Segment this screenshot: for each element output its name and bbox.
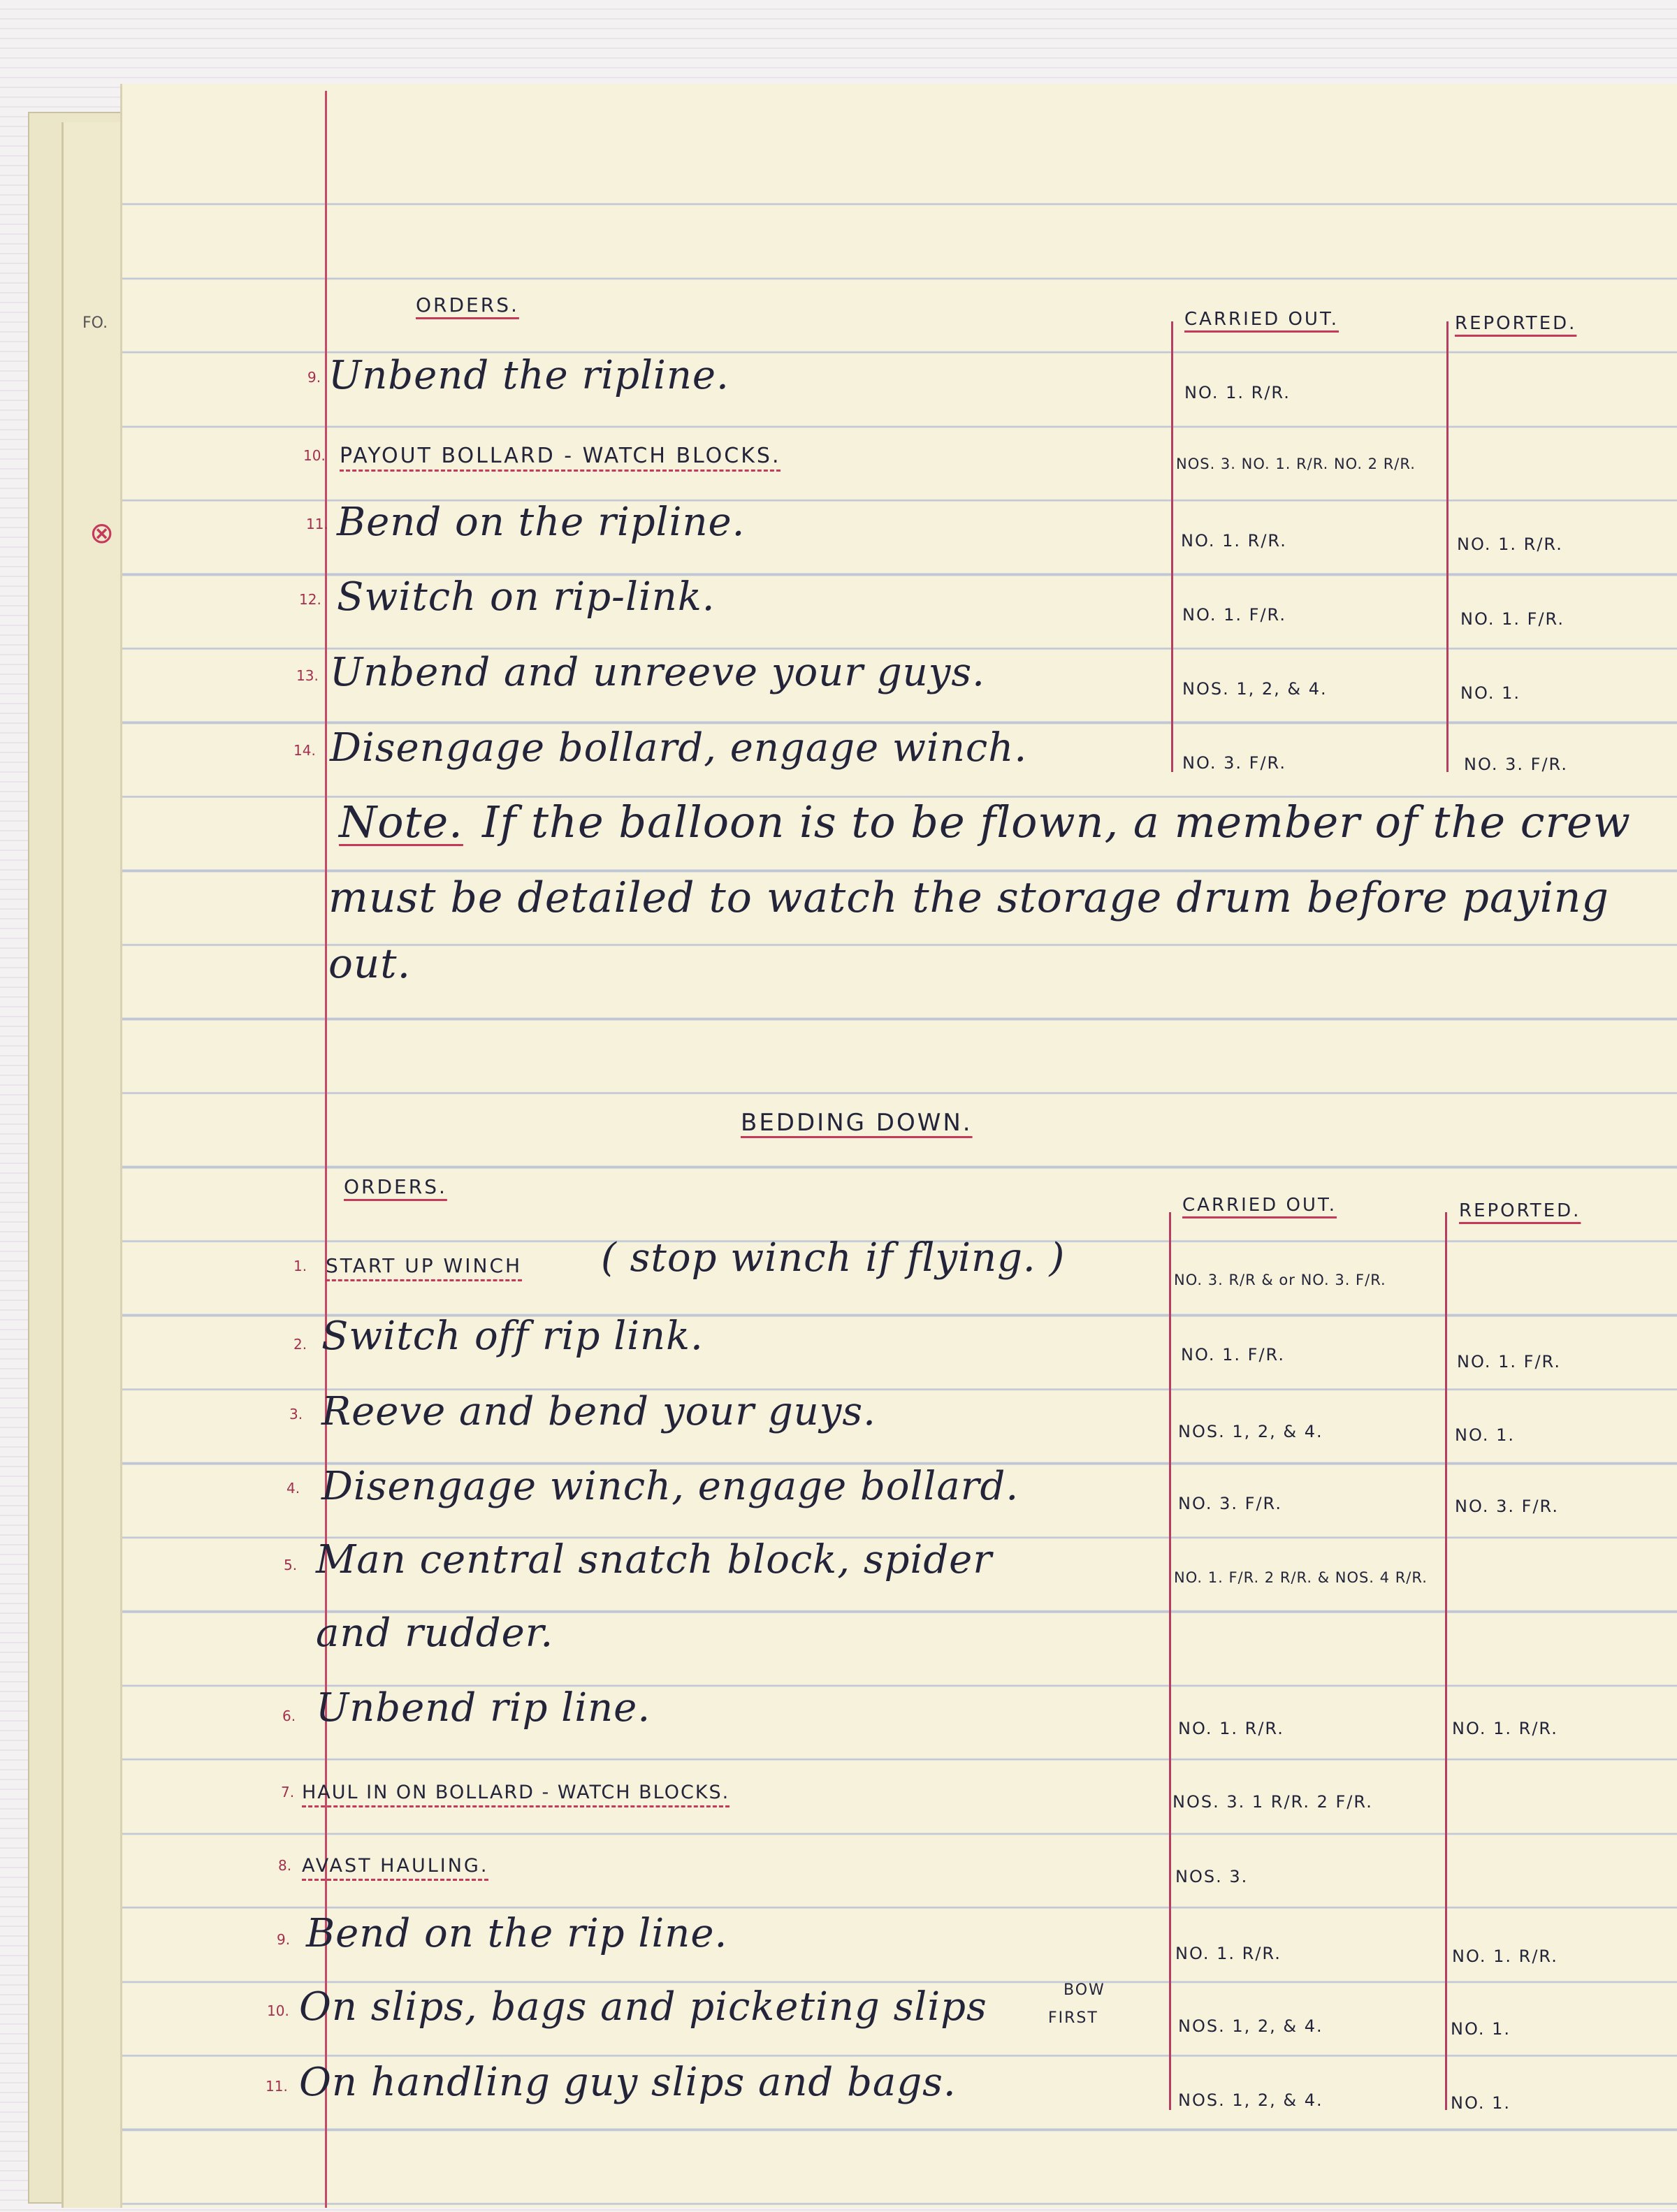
- order-text: Disengage winch, engage bollard.: [321, 1464, 1019, 1509]
- reported-cell: NO. 3. F/R.: [1455, 1497, 1559, 1516]
- row-number: 12.: [299, 591, 321, 608]
- bow-first-top: BOW: [1063, 1981, 1105, 1999]
- order-text: Switch off rip link.: [321, 1314, 704, 1359]
- carried-out-cell: NOS. 1, 2, & 4.: [1178, 2016, 1323, 2036]
- carried-out-cell: NO. 3. F/R.: [1178, 1494, 1282, 1513]
- reported-cell: NO. 3. F/R.: [1464, 755, 1568, 774]
- reported-cell: NO. 1. R/R.: [1457, 534, 1563, 554]
- row-number: 1.: [293, 1258, 307, 1274]
- carried-out-cell: NOS. 3. 1 R/R. 2 F/R.: [1173, 1792, 1373, 1812]
- carried-out-cell: NO. 1. R/R.: [1175, 1944, 1282, 1963]
- order-text: Switch on rip-link.: [337, 574, 716, 620]
- carried-out-cell: NOS. 1, 2, & 4.: [1178, 1422, 1323, 1441]
- carried-out-cell: NO. 1. R/R.: [1184, 383, 1291, 402]
- carried-column-line-1: [1171, 321, 1173, 772]
- carried-out-cell: NOS. 3.: [1175, 1867, 1249, 1886]
- row-number: 3.: [289, 1406, 303, 1422]
- order-text: Bend on the ripline.: [337, 500, 746, 545]
- carried-out-cell: NO. 1. F/R. 2 R/R. & NOS. 4 R/R.: [1174, 1569, 1428, 1586]
- row-number: 6.: [282, 1708, 296, 1724]
- carried-out-header-2: CARRIED OUT.: [1182, 1195, 1337, 1216]
- order-text: Disengage bollard, engage winch.: [330, 725, 1028, 771]
- carried-out-cell: NOS. 3. NO. 1. R/R. NO. 2 R/R.: [1176, 456, 1416, 472]
- reported-column-line-1: [1446, 321, 1449, 772]
- row-number: 9.: [277, 1931, 291, 1948]
- orders-header-2: ORDERS.: [344, 1175, 447, 1198]
- reported-cell: NO. 1.: [1460, 683, 1521, 703]
- reported-cell: NO. 1. F/R.: [1460, 609, 1565, 629]
- row-number: 10.: [303, 447, 326, 464]
- note-line-2: must be detailed to watch the storage drum before paying: [328, 873, 1609, 922]
- order-text: AVAST HAULING.: [302, 1855, 489, 1877]
- order-continuation: and rudder.: [316, 1610, 554, 1656]
- row-number: 2.: [293, 1336, 307, 1353]
- note-line-3: out.: [328, 940, 412, 987]
- reported-column-line-2: [1445, 1212, 1447, 2110]
- carried-column-line-2: [1169, 1212, 1171, 2110]
- carried-out-cell: NOS. 1, 2, & 4.: [1178, 2090, 1323, 2110]
- carried-out-cell: NO. 1. R/R.: [1181, 531, 1287, 551]
- row-number: 9.: [307, 369, 321, 386]
- carried-out-cell: NO. 3. F/R.: [1182, 753, 1286, 773]
- row-number: 13.: [296, 667, 319, 684]
- margin-cross-mark: ⊗: [89, 516, 115, 550]
- carried-out-cell: NO. 1. F/R.: [1182, 605, 1286, 625]
- carried-out-cell: NO. 1. R/R.: [1178, 1719, 1284, 1738]
- bow-first-bottom: FIRST: [1048, 2009, 1098, 2027]
- row-number: 10.: [267, 2002, 289, 2019]
- row-number: 7.: [281, 1784, 295, 1800]
- order-text: PAYOUT BOLLARD - WATCH BLOCKS.: [340, 444, 781, 468]
- reported-cell: NO. 1. F/R.: [1457, 1352, 1561, 1371]
- order-text: Bend on the rip line.: [306, 1911, 728, 1956]
- reported-cell: NO. 1.: [1451, 2093, 1511, 2113]
- reported-cell: NO. 1.: [1455, 1425, 1516, 1445]
- margin-text: FO.: [82, 314, 108, 332]
- order-text: Unbend and unreeve your guys.: [330, 650, 985, 695]
- reported-cell: NO. 1.: [1451, 2019, 1511, 2039]
- carried-out-cell: NOS. 1, 2, & 4.: [1182, 679, 1328, 699]
- reported-cell: NO. 1. R/R.: [1452, 1947, 1558, 1966]
- row-number: 14.: [293, 742, 316, 759]
- carried-out-header-1: CARRIED OUT.: [1184, 309, 1340, 330]
- carried-out-cell: NO. 1. F/R.: [1181, 1345, 1285, 1365]
- note-label: Note.: [339, 796, 463, 847]
- order-print-text: START UP WINCH: [326, 1254, 523, 1277]
- order-text: Reeve and bend your guys.: [321, 1389, 876, 1434]
- notebook-page: [122, 84, 1677, 2208]
- reported-header-1: REPORTED.: [1455, 313, 1577, 334]
- order-text: On handling guy slips and bags.: [299, 2060, 957, 2105]
- reported-header-2: REPORTED.: [1459, 1200, 1581, 1221]
- reported-cell: NO. 1. R/R.: [1452, 1719, 1558, 1738]
- row-number: 11.: [306, 516, 328, 532]
- order-text: HAUL IN ON BOLLARD - WATCH BLOCKS.: [302, 1782, 730, 1803]
- order-text: Unbend rip line.: [316, 1685, 651, 1731]
- carried-out-cell: NO. 3. R/R & or NO. 3. F/R.: [1174, 1272, 1386, 1288]
- red-margin-line: [325, 91, 327, 2208]
- order-text: On slips, bags and picketing slips: [299, 1984, 987, 2030]
- row-number: 5.: [284, 1557, 298, 1573]
- note-line-1: If the balloon is to be flown, a member of the crew: [482, 796, 1631, 847]
- bedding-down-title: BEDDING DOWN.: [741, 1109, 973, 1137]
- orders-header-1: ORDERS.: [416, 293, 519, 316]
- row-number: 8.: [278, 1857, 292, 1874]
- row-number: 11.: [266, 2078, 288, 2095]
- order-hand-text: ( stop winch if flying. ): [601, 1235, 1066, 1281]
- order-text: Man central snatch block, spider: [316, 1537, 993, 1582]
- row-number: 4.: [286, 1480, 300, 1497]
- order-text: Unbend the ripline.: [328, 353, 729, 398]
